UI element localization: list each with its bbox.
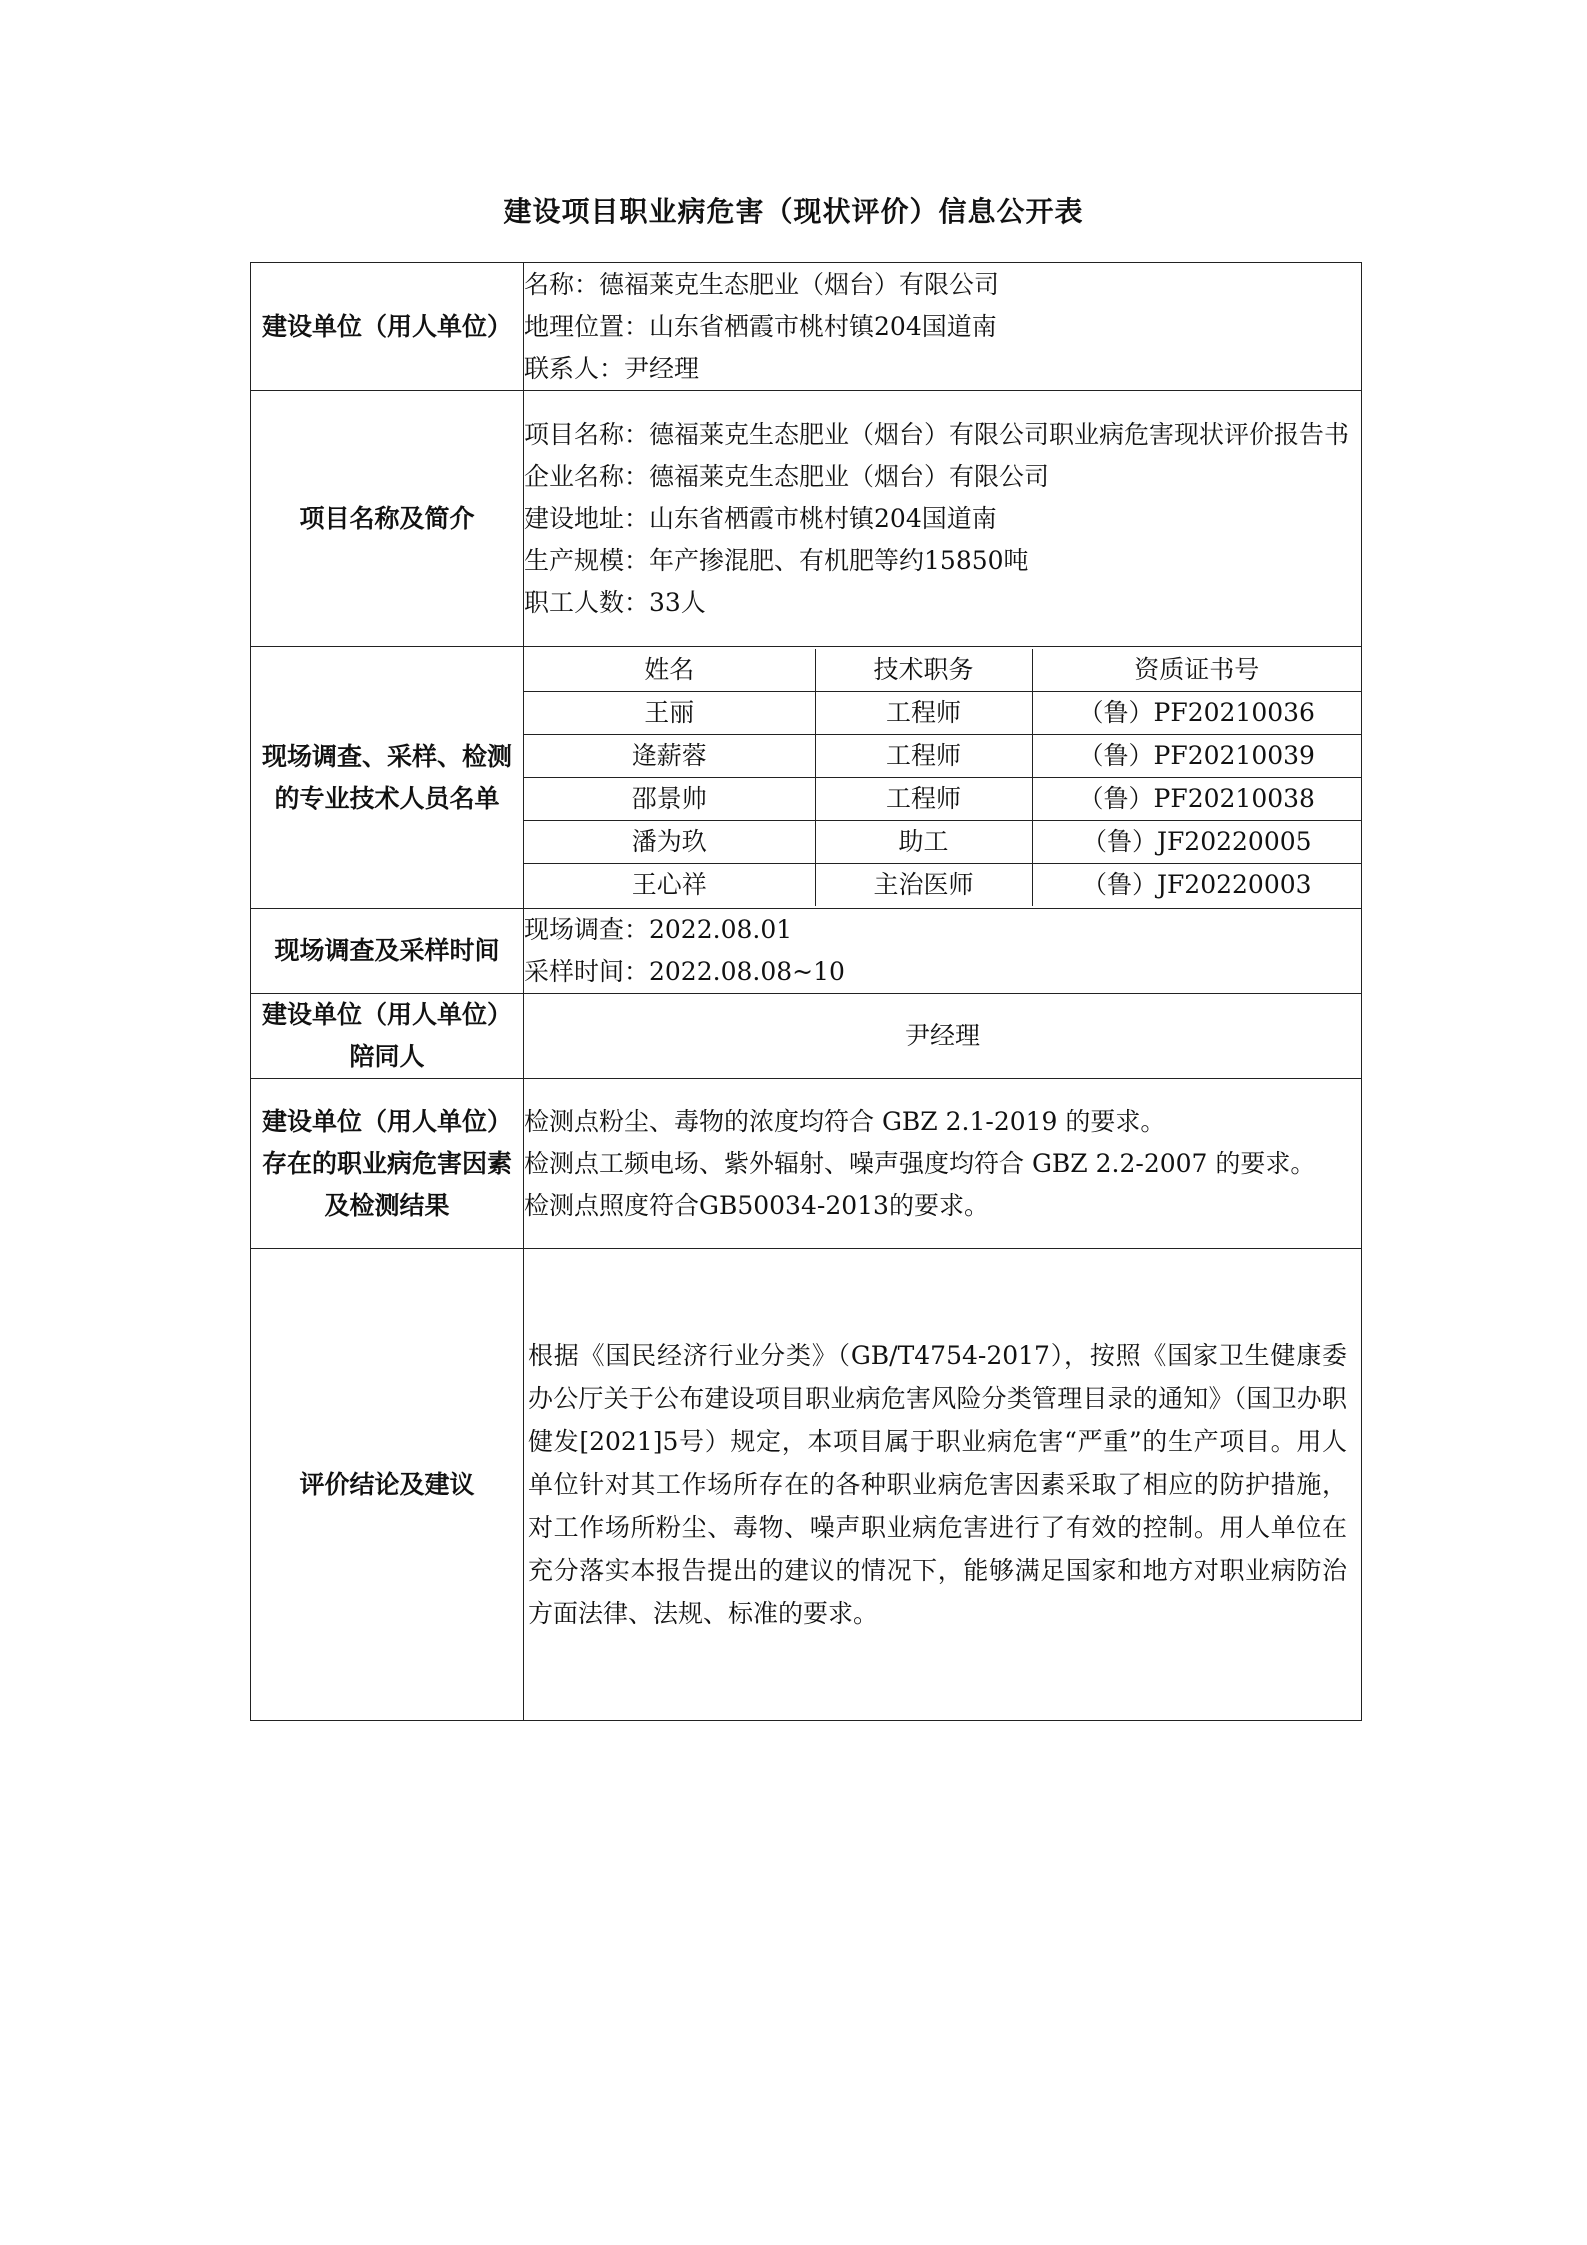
table-row	[524, 821, 1361, 864]
staff-title: 助工	[815, 821, 1032, 864]
employer-label: 建设单位（用人单位）	[251, 263, 524, 391]
staff-name: 王丽	[524, 692, 815, 735]
employer-row	[251, 263, 1362, 391]
employer-name: 名称：德福莱克生态肥业（烟台）有限公司	[524, 269, 1000, 299]
header-title: 技术职务	[815, 649, 1032, 692]
staff-title: 工程师	[815, 778, 1032, 821]
table-row	[524, 864, 1361, 907]
hazards-label: 建设单位（用人单位）存在的职业病危害因素及检测结果	[251, 1079, 524, 1249]
hazards-line-illumination: 检测点照度符合GB50034-2013的要求。	[524, 1190, 989, 1220]
conclusion-text: 根据《国民经济行业分类》（GB/T4754-2017），按照《国家卫生健康委办公厅关于公布建设项目职业病危害风险分类管理目录的通知》（国卫办职健发[2021]5号）规定，本项目属于职业病危害“严重”的生产项目。用人单位针对其工作场所存在的各种职业病危害因素采取了相应的防护措施，对工作场所粉尘、毒物、噪声职业病危害进行了有效的控制。用人单位在充分落实本报告提出的建议的情况下，能够满足国家和地方对职业病防治方面法律、法规、标准的要求。	[528, 1341, 1347, 1628]
staff-certificate: （鲁）PF20210039	[1032, 735, 1361, 778]
hazards-line-physical: 检测点工频电场、紫外辐射、噪声强度均符合 GBZ 2.2-2007 的要求。	[524, 1148, 1316, 1178]
companion-row	[251, 994, 1362, 1079]
header-certificate: 资质证书号	[1032, 649, 1361, 692]
staff-certificate: （鲁）JF20220005	[1032, 821, 1361, 864]
project-label: 项目名称及简介	[251, 391, 524, 647]
project-scale: 生产规模：年产掺混肥、有机肥等约15850吨	[524, 545, 1029, 575]
staff-label: 现场调查、采样、检测的专业技术人员名单	[251, 647, 524, 909]
conclusion-row	[251, 1249, 1362, 1721]
employer-info	[524, 263, 1362, 391]
table-row	[524, 778, 1361, 821]
survey-time-info	[524, 909, 1362, 994]
staff-title: 主治医师	[815, 864, 1032, 907]
document-title: 建设项目职业病危害（现状评价）信息公开表	[503, 195, 1084, 228]
staff-title: 工程师	[815, 692, 1032, 735]
project-row	[251, 391, 1362, 647]
staff-table	[524, 649, 1361, 906]
project-info	[524, 391, 1362, 647]
project-name: 项目名称：德福莱克生态肥业（烟台）有限公司职业病危害现状评价报告书	[524, 419, 1350, 449]
table-row	[524, 735, 1361, 778]
hazards-info	[524, 1079, 1362, 1249]
staff-certificate: （鲁）JF20220003	[1032, 864, 1361, 907]
table-row	[524, 692, 1361, 735]
staff-row	[251, 647, 1362, 909]
hazards-row	[251, 1079, 1362, 1249]
companion-value: 尹经理	[524, 994, 1362, 1079]
disclosure-table	[250, 262, 1362, 1721]
staff-certificate: （鲁）PF20210038	[1032, 778, 1361, 821]
survey-date: 现场调查：2022.08.01	[524, 915, 793, 944]
project-staff-count: 职工人数：33人	[524, 587, 706, 617]
staff-name: 潘为玖	[524, 821, 815, 864]
project-company: 企业名称：德福莱克生态肥业（烟台）有限公司	[524, 461, 1050, 491]
header-name: 姓名	[524, 649, 815, 692]
employer-location: 地理位置：山东省栖霞市桃村镇204国道南	[524, 311, 997, 341]
survey-time-row	[251, 909, 1362, 994]
staff-name: 邵景帅	[524, 778, 815, 821]
staff-list	[524, 647, 1362, 909]
employer-contact: 联系人：尹经理	[524, 353, 700, 383]
staff-name: 王心祥	[524, 864, 815, 907]
staff-header-row	[524, 649, 1361, 692]
staff-title: 工程师	[815, 735, 1032, 778]
sampling-date: 采样时间：2022.08.08~10	[524, 957, 845, 986]
hazards-line-dust: 检测点粉尘、毒物的浓度均符合 GBZ 2.1-2019 的要求。	[524, 1106, 1166, 1136]
conclusion-cell	[524, 1249, 1362, 1721]
conclusion-label: 评价结论及建议	[251, 1249, 524, 1721]
staff-certificate: （鲁）PF20210036	[1032, 692, 1361, 735]
survey-time-label: 现场调查及采样时间	[251, 909, 524, 994]
project-address: 建设地址：山东省栖霞市桃村镇204国道南	[524, 503, 997, 533]
companion-label: 建设单位（用人单位）陪同人	[251, 994, 524, 1079]
staff-name: 逄薪蓉	[524, 735, 815, 778]
